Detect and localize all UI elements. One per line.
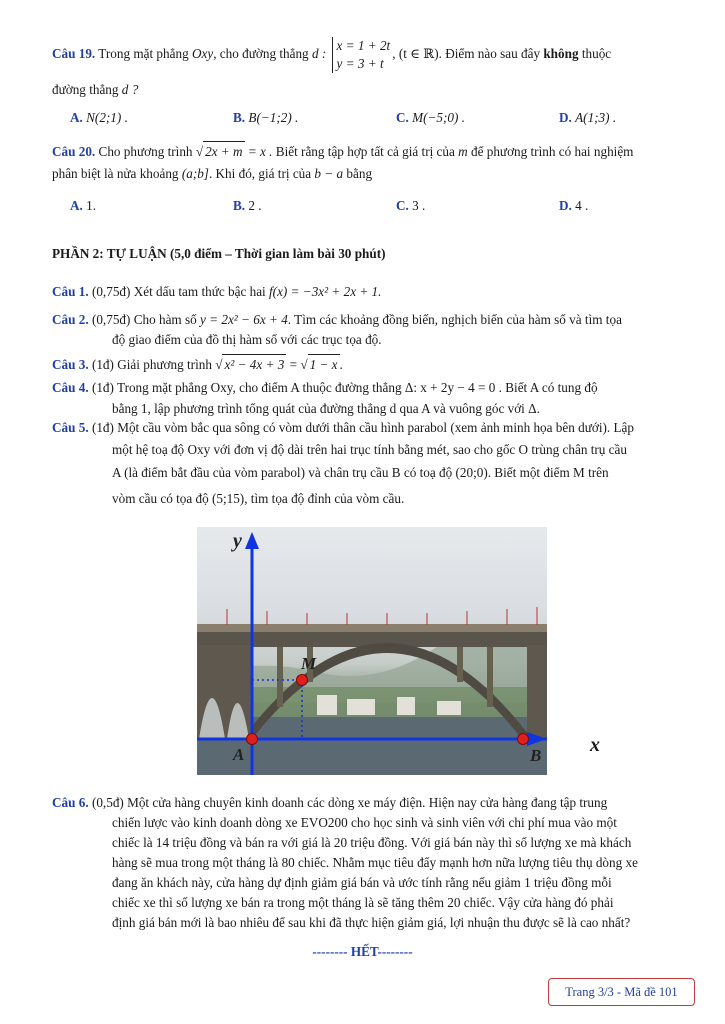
essay-3: Câu 3. (1đ) Giải phương trình √ x² − 4x + 3 = √ 1 − x . <box>52 354 697 375</box>
c3-points: (1đ) <box>91 357 114 372</box>
c5-label: Câu 5. <box>52 420 89 435</box>
c4-line1: Trong mặt phẳng Oxy, cho điểm A thuộc đường thẳng Δ: x + 2y − 4 = 0 . Biết A có tung độ <box>116 380 598 395</box>
c1-label: Câu 1. <box>52 284 89 299</box>
c6-line: chiếc là 14 triệu đồng và bán ra với giá là 20 triệu đồng. Với giá bán này thì số lượng xe mà khách <box>112 835 632 850</box>
y-axis-arrow <box>245 532 259 549</box>
option-label: D. <box>559 110 572 125</box>
c5-line3: A (là điểm bắt đầu của vòm parabol) và chân trụ cầu B có toạ độ (20;0). Biết một điểm M trên <box>112 465 609 480</box>
option-value: N(2;1) . <box>86 110 128 125</box>
x-axis-label: x <box>590 734 600 756</box>
c6-line: chiến lược vào kinh doanh dòng xe EVO200 cho học sinh và sinh viên với chi phí mua vào một <box>112 815 617 830</box>
c2-line2: độ giao điểm của đồ thị hàm số với các trục tọa độ. <box>112 332 382 347</box>
essay-1 <box>52 282 697 302</box>
c5-line1: Một cầu vòm bắc qua sông có vòm dưới thân cầu hình parabol (xem ảnh minh họa bên dưới). Lập <box>117 420 635 435</box>
c1-points: (0,75đ) <box>91 284 131 299</box>
page-footer: Trang 3/3 - Mã đề 101 <box>548 978 695 1006</box>
q20-text1: Cho phương trình <box>98 144 193 159</box>
q19-text3: Điểm nào sau đây <box>445 46 541 62</box>
bridge-photo <box>197 527 547 775</box>
q19-line2-text: đường thẳng <box>52 82 119 97</box>
essay-6 <box>52 793 697 813</box>
q19-sys2: y = 3 + t <box>336 56 384 71</box>
m-label: M <box>301 654 317 673</box>
option-label: D. <box>559 198 572 213</box>
essay-5 <box>52 418 697 438</box>
q20-eq: = x . <box>247 144 273 159</box>
option-value: 3 . <box>412 198 426 213</box>
right-pier <box>527 645 547 739</box>
essay-4 <box>52 378 697 398</box>
c6-line: Một cửa hàng chuyên kinh doanh các dòng xe máy điện. Hiện nay cửa hàng đang tập trung <box>127 795 608 810</box>
bridge-railing <box>197 624 547 632</box>
option-label: A. <box>70 198 83 213</box>
q20-line2b: . Khi đó, giá trị của <box>208 166 312 181</box>
q19-sys1: x = 1 + 2t <box>336 38 391 53</box>
q19-d: d : <box>311 46 327 62</box>
point-a <box>247 734 258 745</box>
q19-bold: không <box>543 46 579 62</box>
q20-sqrt: 2x + m <box>203 141 244 162</box>
c4-points: (1đ) <box>91 380 114 395</box>
q19-text: Trong mặt phẳng <box>98 46 189 62</box>
flags <box>227 607 537 625</box>
c3-sqrt2: 1 − x <box>308 354 340 375</box>
c5-line2: một hệ toạ độ Oxy với đơn vị độ dài trên hai trục tính bằng mét, sao cho gốc O trùng chân trụ cầu <box>112 442 627 457</box>
y-axis-label: y <box>233 530 242 552</box>
q19-system <box>332 37 391 73</box>
option-label: C. <box>396 198 409 213</box>
q20-m: m <box>458 144 468 159</box>
point-m <box>297 675 308 686</box>
option-label: A. <box>70 110 83 125</box>
option-value: B(−1;2) . <box>248 110 299 125</box>
c3-label: Câu 3. <box>52 357 89 372</box>
c6-label: Câu 6. <box>52 795 89 810</box>
option-label: C. <box>396 110 409 125</box>
q20-option-a <box>70 196 96 216</box>
q20-option-d <box>559 196 588 216</box>
option-value: 2 . <box>248 198 262 213</box>
q19-oxy: Oxy <box>191 46 214 62</box>
essay-2 <box>52 310 697 330</box>
c3-end: . <box>339 357 343 372</box>
q20-line2 <box>52 164 697 184</box>
q20-expr: b − a <box>314 166 344 181</box>
q19-param: , (t ∈ ℝ). <box>392 46 442 62</box>
end-marker: -------- HẾT-------- <box>312 944 413 959</box>
c2-math: y = 2x² − 6x + 4 <box>200 312 288 327</box>
q20-text2: Biết rằng tập hợp tất cả giá trị của <box>275 144 455 159</box>
c4-label: Câu 4. <box>52 380 89 395</box>
q19-option-a <box>70 108 128 128</box>
q19-label: Câu 19. <box>52 46 96 62</box>
option-label: B. <box>233 198 246 213</box>
option-value: 4 . <box>575 198 589 213</box>
q19-option-c <box>396 108 465 128</box>
q19-option-d <box>559 108 616 128</box>
q20-option-b <box>233 196 262 216</box>
bridge-figure <box>197 527 547 775</box>
c3-eq: = <box>289 357 298 372</box>
c6-line: đang ăn khách này, cửa hàng dự định giảm giá bán và ước tính rằng nếu giảm 1 triệu đồng mỗi <box>112 875 612 890</box>
c2-points: (0,75đ) <box>91 312 131 327</box>
c3-sqrt1: x² − 4x + 3 <box>222 354 286 375</box>
option-label: B. <box>233 110 246 125</box>
point-b <box>518 734 529 745</box>
b-label: B <box>530 746 542 765</box>
c6-line: chiếc xe thì số lượng xe bán ra trong một tháng là sẽ tăng thêm 20 chiếc. Vậy cửa hàng đó phải <box>112 895 614 910</box>
c5-line4: vòm cầu có tọa độ (5;15), tìm tọa độ đỉnh của vòm cầu. <box>112 491 405 506</box>
q20-interval: (a;b] <box>181 166 209 181</box>
c6-line: hàng sẽ mua trong một tháng là 80 chiếc. Nhằm mục tiêu đẩy mạnh hơn nữa lượng tiêu thụ dòng xe <box>112 855 638 870</box>
c2-text2: . Tìm các khoảng đồng biến, nghịch biến của hàm số và tìm tọa <box>287 312 622 327</box>
q19-text2: , cho đường thẳng <box>213 46 309 62</box>
c6-points: (0,5đ) <box>91 795 124 810</box>
c4-line2: bằng 1, lập phương trình tổng quát của đường thẳng d qua A và vuông góc với Δ. <box>112 401 540 416</box>
c2-label: Câu 2. <box>52 312 89 327</box>
question-20: Câu 20. Cho phương trình √ 2x + m = x . Biết rằng tập hợp tất cả giá trị của m để phương trình có hai nghiệm <box>52 141 697 162</box>
c6-line: định giá bán mới là bao nhiêu để sau khi đã thực hiện giảm giá, lợi nhuận thu được sẽ là cao nhất? <box>112 915 631 930</box>
q20-option-c <box>396 196 425 216</box>
c3-text: Giải phương trình <box>117 357 212 372</box>
c5-points: (1đ) <box>91 420 114 435</box>
q20-label: Câu 20. <box>52 144 96 159</box>
q19-text4: thuộc <box>581 46 612 62</box>
c1-math: f(x) = −3x² + 2x + 1. <box>269 284 382 299</box>
part2-title: PHẦN 2: TỰ LUẬN (5,0 điểm – Thời gian làm bài 30 phút) <box>52 246 386 261</box>
a-label: A <box>233 745 245 764</box>
c2-text1: Cho hàm số <box>133 312 197 327</box>
c1-text: Xét dấu tam thức bậc hai <box>133 284 266 299</box>
question-19 <box>52 37 697 73</box>
option-value: M(−5;0) . <box>412 110 465 125</box>
q19-d2: d ? <box>121 82 139 97</box>
q20-text3: để phương trình có hai nghiệm <box>470 144 634 159</box>
q19-line2 <box>52 80 697 100</box>
q19-option-b <box>233 108 298 128</box>
option-value: 1. <box>86 198 97 213</box>
option-value: A(1;3) . <box>575 110 617 125</box>
q20-line2c: bằng <box>346 166 373 181</box>
q20-line2a: phân biệt là nửa khoảng <box>52 166 179 181</box>
